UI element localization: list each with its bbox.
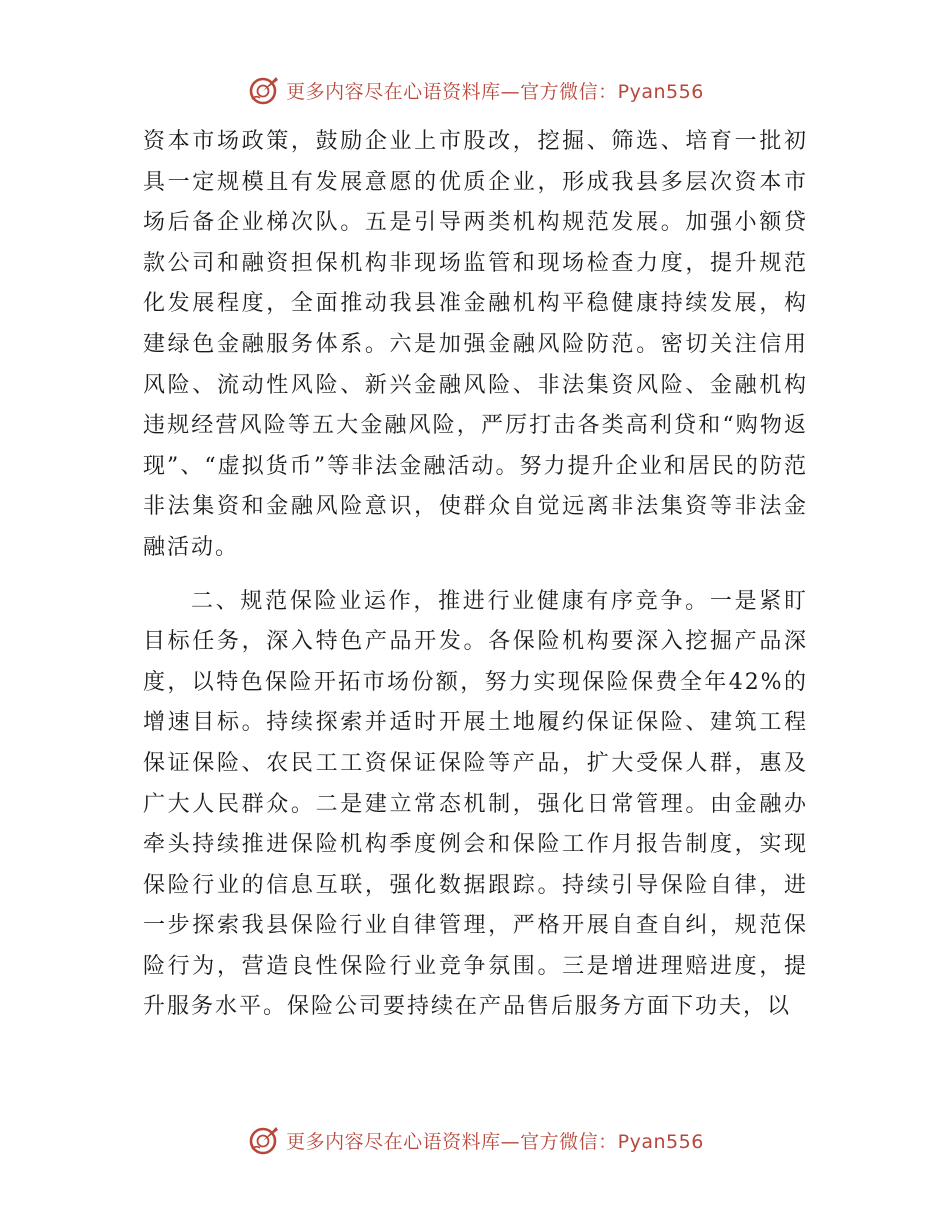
body-paragraph-2: 二、规范保险业运作，推进行业健康有序竞争。一是紧盯目标任务，深入特色产品开发。各保险机构要深入挖掘产品深度，以特色保险开拓市场份额，努力实现保险保费全年42%的增速目标。持续探索并适时开展土地履约保证保险、建筑工程保证保险、农民工工资保证保险等产品，扩大受保人群，惠及广大人民群众。二是建立常态机制，强化日常管理。由金融办牵头持续推进保险机构季度例会和保险工作月报告制度，实现保险行业的信息互联，强化数据跟踪。持续引导保险自律，进一步探索我县保险行业自律管理，严格开展自查自纠，规范保险行为，营造良性保险行业竞争氛围。三是增进理赔进度，提升服务水平。保险公司要持续在产品售后服务方面下功夫，以 (143, 588, 808, 1020)
header-banner (0, 72, 950, 108)
footer-banner (0, 1122, 950, 1158)
body-paragraph-1: 资本市场政策，鼓励企业上市股改，挖掘、筛选、培育一批初具一定规模且有发展意愿的优质企业，形成我县多层次资本市场后备企业梯次队。五是引导两类机构规范发展。加强小额贷款公司和融资担保机构非现场监管和现场检查力度，提升规范化发展程度，全面推动我县准金融机构平稳健康持续发展，构建绿色金融服务体系。六是加强金融风险防范。密切关注信用风险、流动性风险、新兴金融风险、非法集资风险、金融机构违规经营风险等五大金融风险，严厉打击各类高利贷和“购物返现”、“虚拟货币”等非法金融活动。努力提升企业和居民的防范非法集资和金融风险意识，使群众自觉远离非法集资等非法金融活动。 (143, 129, 808, 560)
quill-circle-logo-icon (246, 1123, 280, 1157)
header-banner-text: 更多内容尽在心语资料库—官方微信：Pyan556 (286, 80, 704, 103)
footer-banner-text: 更多内容尽在心语资料库—官方微信：Pyan556 (286, 1130, 704, 1153)
document-body (143, 122, 808, 1028)
quill-circle-logo-icon (246, 73, 280, 107)
